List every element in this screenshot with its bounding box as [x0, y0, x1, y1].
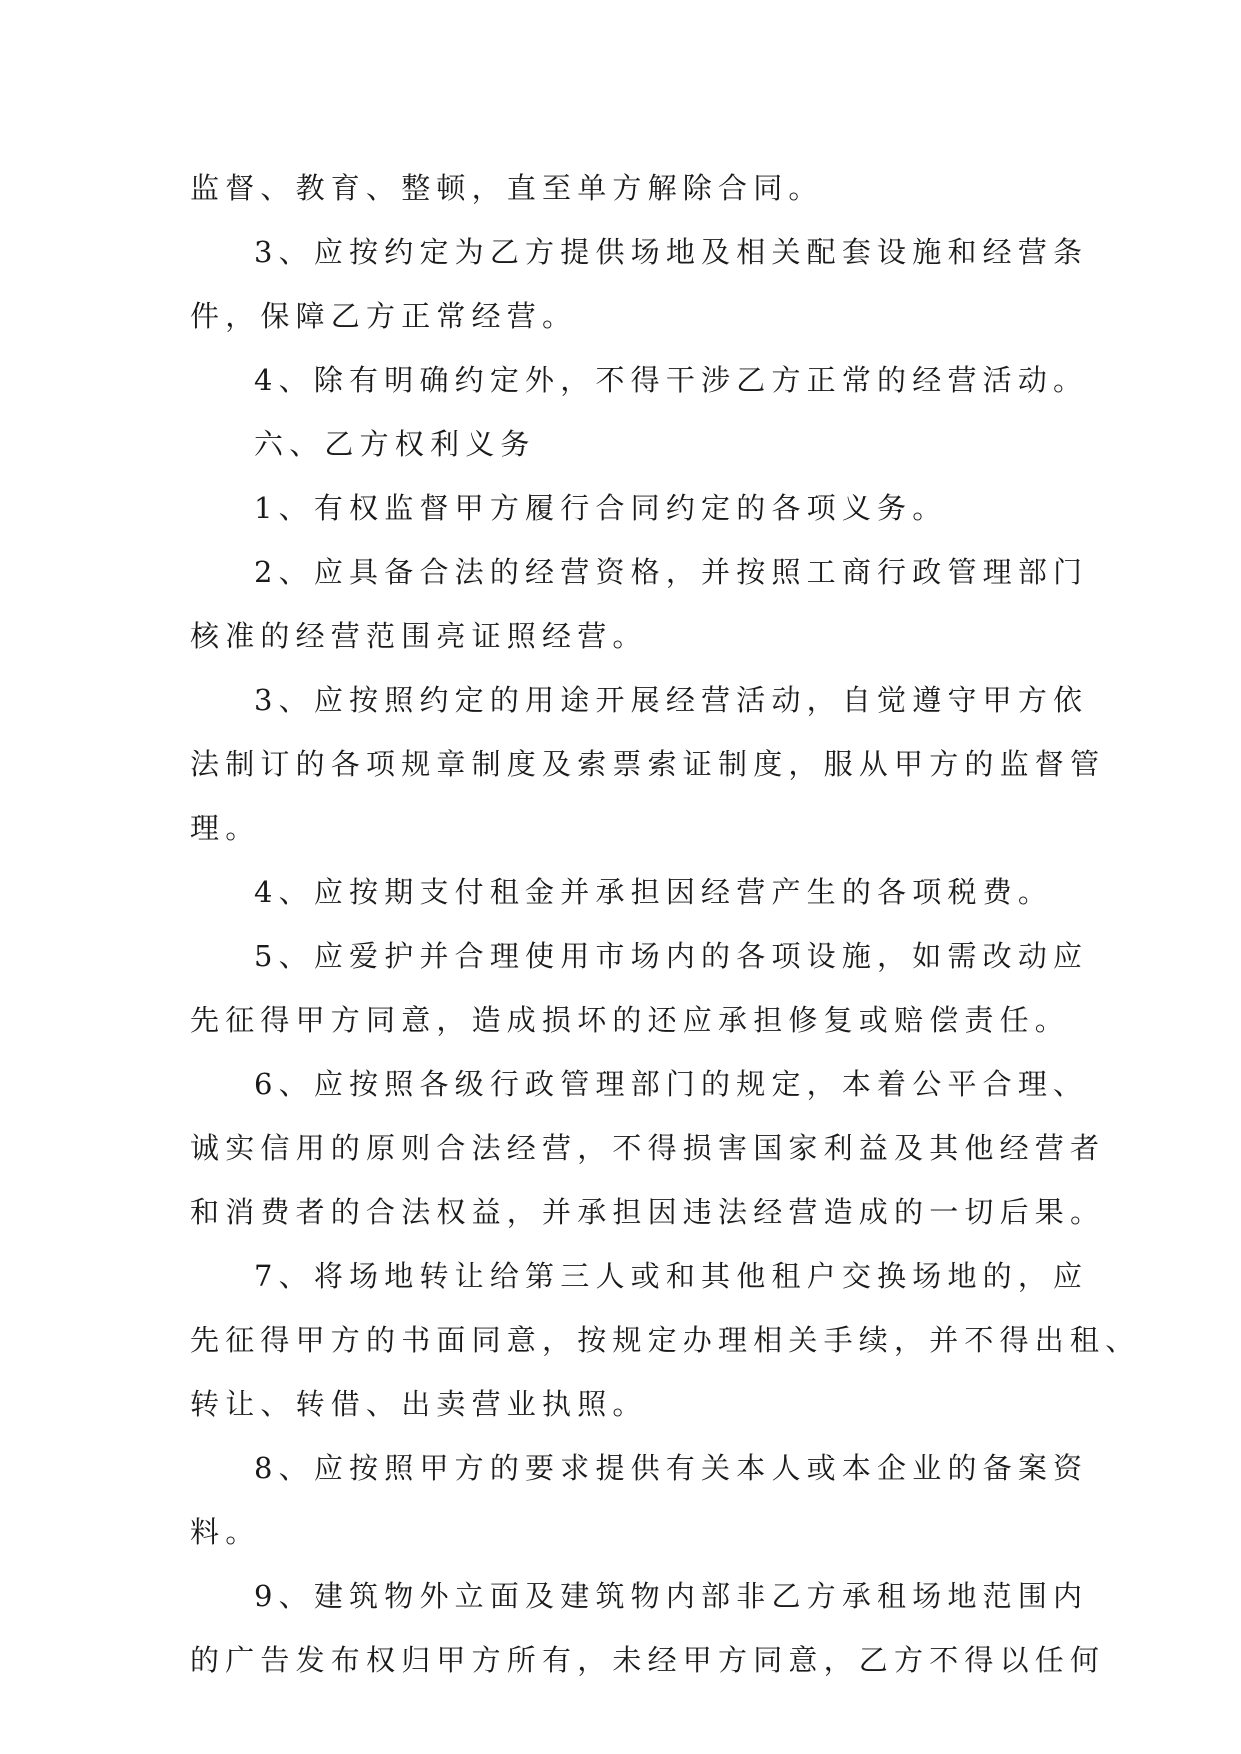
text-line: 2、应具备合法的经营资格，并按照工商行政管理部门 [254, 555, 1089, 589]
document-body [190, 156, 1141, 1692]
text-line: 9、建筑物外立面及建筑物内部非乙方承租场地范围内 [254, 1579, 1089, 1613]
text-line: 先征得甲方同意，造成损坏的还应承担修复或赔偿责任。 [190, 1003, 1071, 1037]
text-line: 法制订的各项规章制度及索票索证制度，服从甲方的监督管 [190, 747, 1106, 781]
text-line: 转让、转借、出卖营业执照。 [190, 1387, 648, 1421]
text-line: 核准的经营范围亮证照经营。 [190, 619, 648, 653]
text-line: 先征得甲方的书面同意，按规定办理相关手续，并不得出租、 [190, 1323, 1141, 1357]
text-line: 7、将场地转让给第三人或和其他租户交换场地的，应 [254, 1259, 1089, 1293]
text-line: 诚实信用的原则合法经营，不得损害国家利益及其他经营者 [190, 1131, 1106, 1165]
text-line: 4、应按期支付租金并承担因经营产生的各项税费。 [254, 875, 1054, 909]
text-line: 3、应按约定为乙方提供场地及相关配套设施和经营条 [254, 235, 1089, 269]
text-line: 6、应按照各级行政管理部门的规定，本着公平合理、 [254, 1067, 1089, 1101]
text-line: 1、有权监督甲方履行合同约定的各项义务。 [254, 491, 948, 525]
text-line: 4、除有明确约定外，不得干涉乙方正常的经营活动。 [254, 363, 1089, 397]
text-line: 5、应爱护并合理使用市场内的各项设施，如需改动应 [254, 939, 1089, 973]
text-line: 和消费者的合法权益，并承担因违法经营造成的一切后果。 [190, 1195, 1106, 1229]
section-heading: 六、乙方权利义务 [254, 427, 536, 461]
text-line: 料。 [190, 1515, 261, 1549]
text-line: 的广告发布权归甲方所有，未经甲方同意，乙方不得以任何 [190, 1643, 1106, 1677]
text-line: 8、应按照甲方的要求提供有关本人或本企业的备案资 [254, 1451, 1089, 1485]
text-line: 监督、教育、整顿，直至单方解除合同。 [190, 171, 824, 205]
text-line: 3、应按照约定的用途开展经营活动，自觉遵守甲方依 [254, 683, 1089, 717]
text-line: 件，保障乙方正常经营。 [190, 299, 578, 333]
text-line: 理。 [190, 811, 261, 845]
